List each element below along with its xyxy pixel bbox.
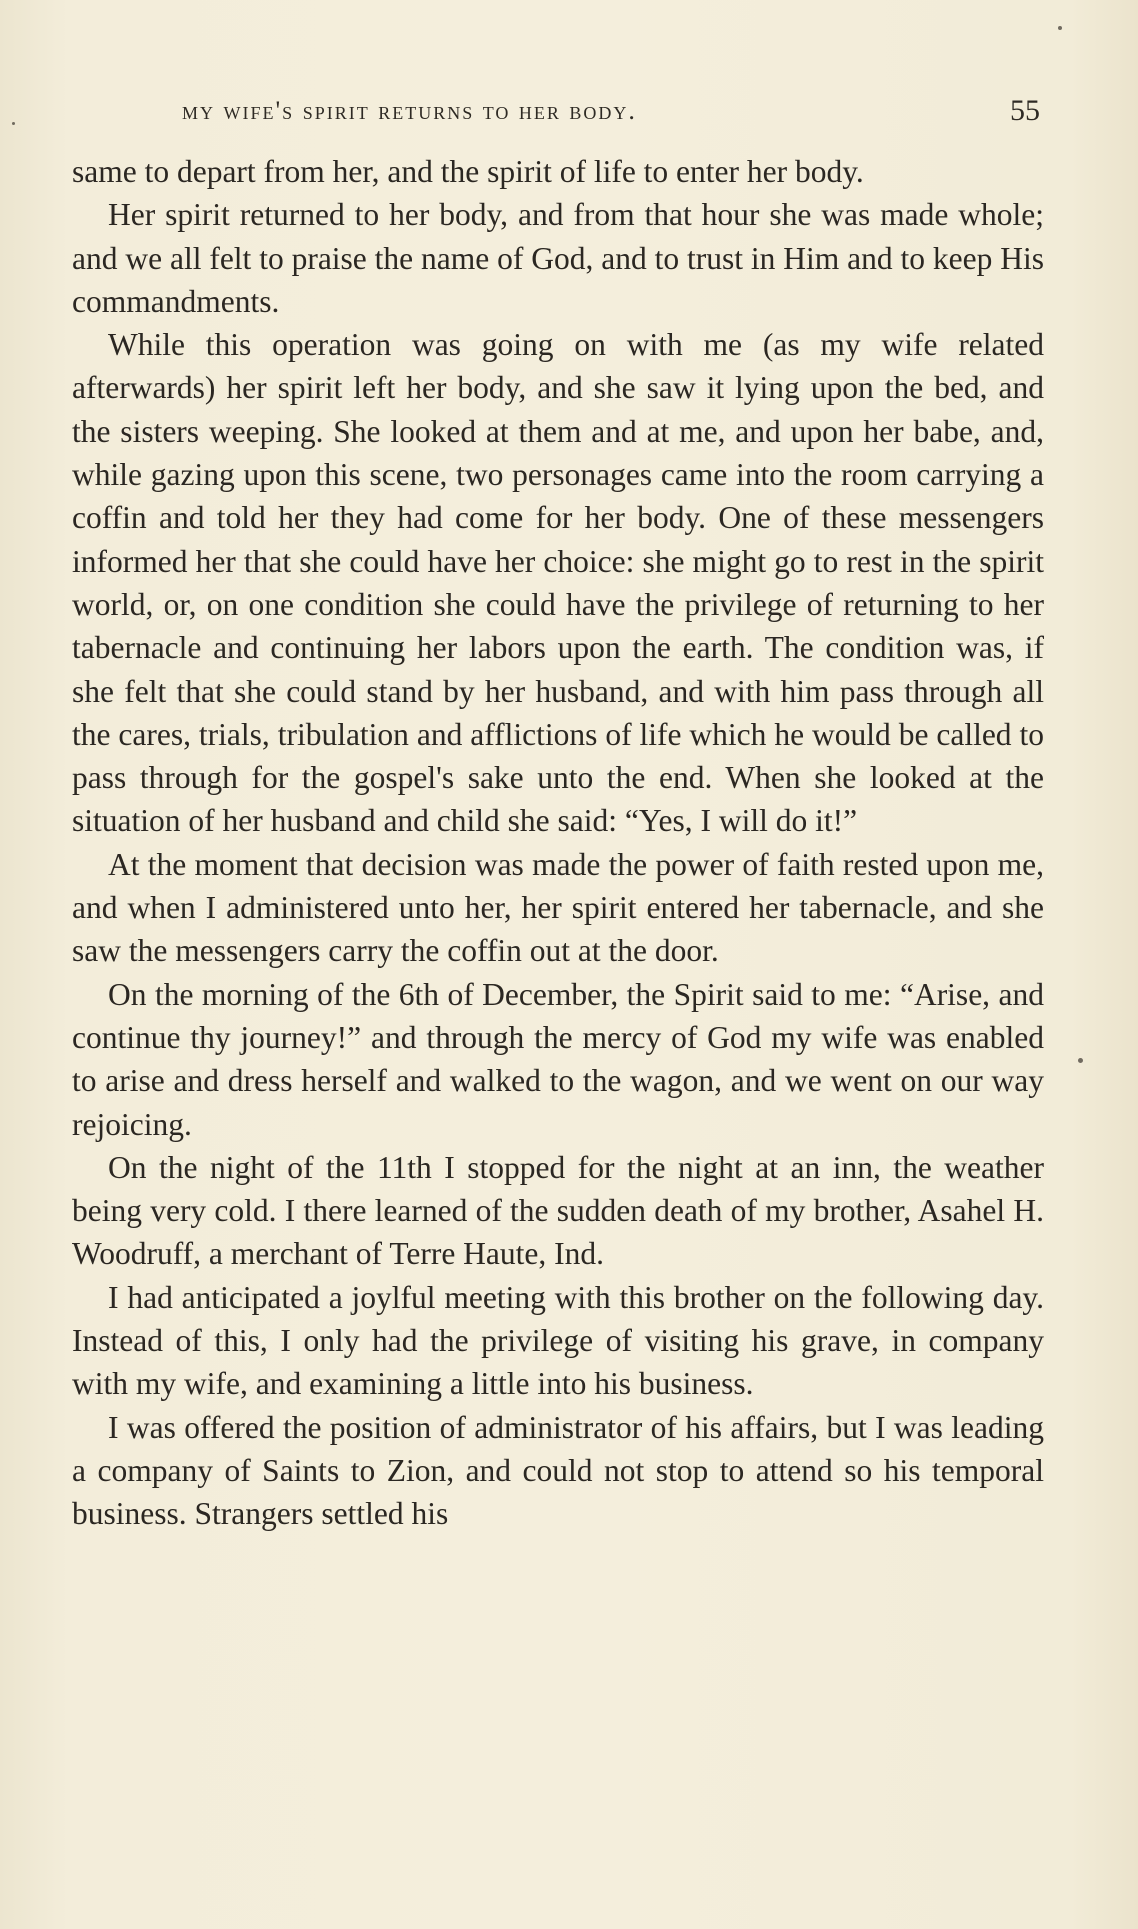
paragraph-continued: same to depart from her, and the spirit of life to enter her body. <box>72 154 864 189</box>
paragraph: I was offered the position of administrator of his affairs, but I was leading a company of Saints to Zion, and could not stop to attend so his temporal business. Strangers settled his <box>72 1409 1044 1532</box>
paragraph: On the night of the 11th I stopped for the night at an inn, the weather being very cold. I there learned of the sudden death of my brother, Asahel H. Woodruff, a merchant of Terre Haute, Ind. <box>72 1149 1044 1272</box>
scan-speck <box>12 122 15 125</box>
paragraph: On the morning of the 6th of December, the Spirit said to me: “Arise, and continue thy journey!” and through the mercy of God my wife was enabled to arise and dress herself and walked to the wagon, and we went on our way rejoicing. <box>72 976 1044 1142</box>
running-title: my wife's spirit returns to her body. <box>182 96 637 125</box>
paragraph: I had anticipated a joylful meeting with this brother on the following day. Instead of this, I only had the privilege of visiting his grave, in company with my wife, and examining a little into his business. <box>72 1279 1044 1402</box>
scan-speck <box>1078 1058 1083 1063</box>
page-header <box>70 96 1048 136</box>
paragraph: Her spirit returned to her body, and from that hour she was made whole; and we all felt to praise the name of God, and to trust in Him and to keep His commandments. <box>72 197 1044 319</box>
paragraph: While this operation was going on with me (as my wife related afterwards) her spirit left her body, and she saw it lying upon the bed, and the sisters weeping. She looked at them and at me, and upon her babe, and, while gazing upon this scene, two personages came into the room carrying a coffin and told her they had come for her body. One of these messengers informed her that she could have her choice: she might go to rest in the spirit world, or, on one condition she could have the privilege of returning to her tabernacle and continuing her labors upon the earth. The condition was, if she felt that she could stand by her husband, and with him pass through all the cares, trials, tribulation and afflictions of life which he would be called to pass through for the gospel's sake unto the end. When she looked at the situation of her husband and child she said: “Yes, I will do it!” <box>72 327 1044 839</box>
scan-speck <box>1058 26 1062 30</box>
paragraph: At the moment that decision was made the power of faith rested upon me, and when I administered unto her, her spirit entered her tabernacle, and she saw the messengers carry the coffin out at the door. <box>72 846 1044 969</box>
body-text <box>72 150 1044 1536</box>
page-number: 55 <box>1010 94 1040 127</box>
